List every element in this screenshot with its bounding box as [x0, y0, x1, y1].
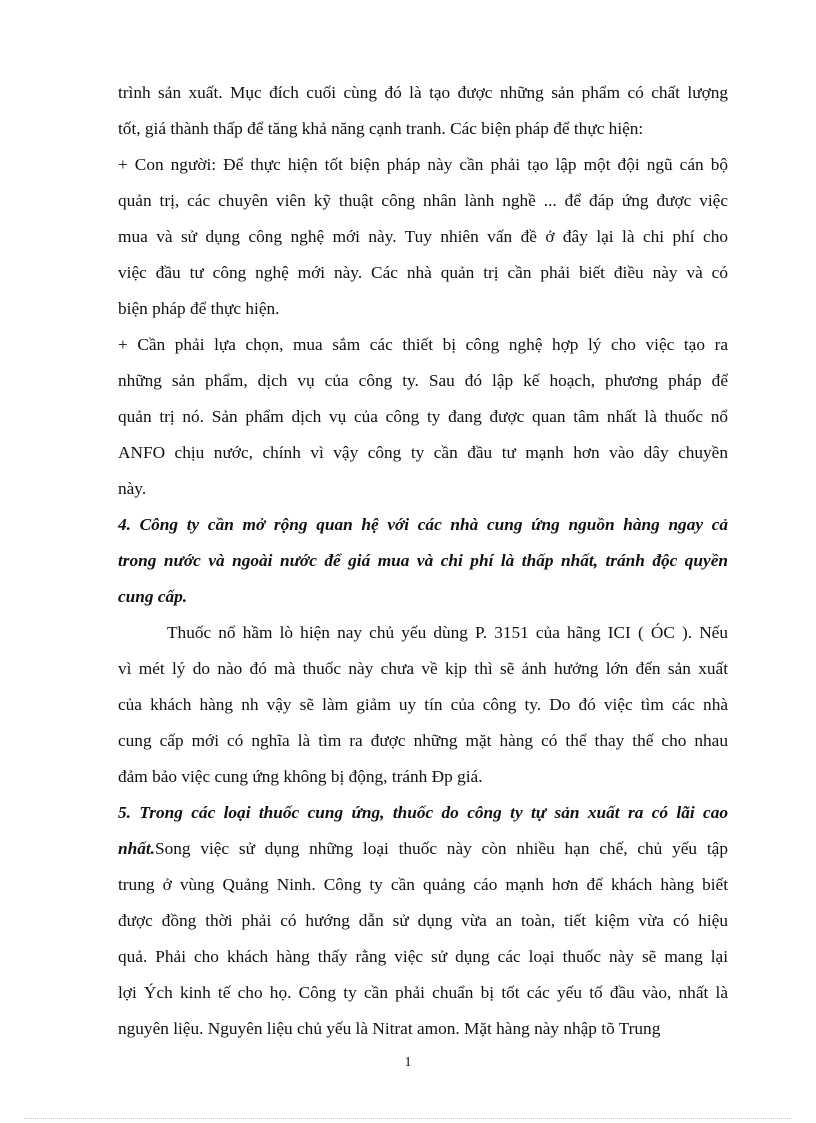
body-text-fragment: Song việc sử dụng những loại thuốc này còn nhiều hạn chế, chủ yếu tập — [154, 839, 728, 858]
section-heading-line: cung cấp. — [118, 587, 188, 606]
body-text-line: những sản phẩm, dịch vụ của công ty. Sau đó lập kế hoạch, phương pháp để — [118, 371, 728, 390]
body-text-line: này. — [118, 479, 147, 498]
section-heading-fragment: nhất. — [118, 839, 155, 858]
body-text-line: nguyên liệu. Nguyên liệu chủ yếu là Nitrat amon. Mặt hàng này nhập tõ Trung — [118, 1019, 661, 1038]
body-text-line: quản trị nó. Sản phẩm dịch vụ của công ty đang được quan tâm nhất là thuốc nổ — [118, 407, 728, 426]
body-text-line: được đồng thời phải có hướng dẫn sử dụng vừa an toàn, tiết kiệm vừa có hiệu — [118, 911, 728, 930]
body-text-line: tốt, giá thành thấp để tăng khả năng cạnh tranh. Các biện pháp để thực hiện: — [118, 119, 644, 138]
body-text-line: + Cần phải lựa chọn, mua sắm các thiết bị công nghệ hợp lý cho việc tạo ra — [118, 335, 728, 354]
body-text-line: biện pháp để thực hiện. — [118, 299, 280, 318]
section-heading-line: 5. Trong các loại thuốc cung ứng, thuốc do công ty tự sản xuất ra có lãi cao — [118, 803, 728, 822]
body-text-line: việc đầu tư công nghệ mới này. Các nhà quản trị cần phải biết điều này và có — [118, 263, 728, 282]
page-bottom-divider — [24, 1118, 792, 1119]
body-text-line: ANFO chịu nước, chính vì vậy công ty cần đầu tư mạnh hơn vào dây chuyền — [118, 443, 728, 462]
section-heading-line: trong nước và ngoài nước để giá mua và chi phí là thấp nhất, tránh độc quyền — [118, 551, 728, 570]
body-text-line: Thuốc nổ hầm lò hiện nay chủ yếu dùng P. 3151 của hãng ICI ( ÓC ). Nếu — [167, 623, 728, 642]
body-text-line: trung ở vùng Quảng Ninh. Công ty cần quảng cáo mạnh hơn để khách hàng biết — [118, 875, 728, 894]
body-text-line: vì mét lý do nào đó mà thuốc này chưa về kịp thì sẽ ảnh hưởng lớn đến sản xuất — [118, 659, 728, 678]
body-text-line: lợi Ých kinh tế cho họ. Công ty cần phải chuẩn bị tốt các yếu tố đầu vào, nhất là — [118, 983, 728, 1002]
section-heading-line: 4. Công ty cần mở rộng quan hệ với các nhà cung ứng nguồn hàng ngay cả — [118, 515, 728, 534]
body-text-line: của khách hàng nh vậy sẽ làm giảm uy tín của công ty. Do đó việc tìm các nhà — [118, 695, 728, 714]
mixed-style-line — [118, 837, 728, 861]
body-text-line: + Con người: Để thực hiện tốt biện pháp này cần phải tạo lập một đội ngũ cán bộ — [118, 155, 728, 174]
body-text-line: đảm bảo việc cung ứng không bị động, tránh Ðp giá. — [118, 767, 483, 786]
body-text-line: trình sản xuất. Mục đích cuối cùng đó là tạo được những sản phẩm có chất lượng — [118, 83, 728, 102]
body-text-line: mua và sử dụng công nghệ mới này. Tuy nhiên vấn đề ở đây lại là chi phí cho — [118, 227, 728, 246]
body-text-line: cung cấp mới có nghĩa là tìm ra được những mặt hàng có thể thay thế cho nhau — [118, 731, 728, 750]
body-text-line: quản trị, các chuyên viên kỹ thuật công nhân lành nghề ... để đáp ứng được việc — [118, 191, 728, 210]
page-number: 1 — [404, 1055, 412, 1070]
body-text-line: quả. Phải cho khách hàng thấy rằng việc sử dụng các loại thuốc này sẽ mang lại — [118, 947, 728, 966]
